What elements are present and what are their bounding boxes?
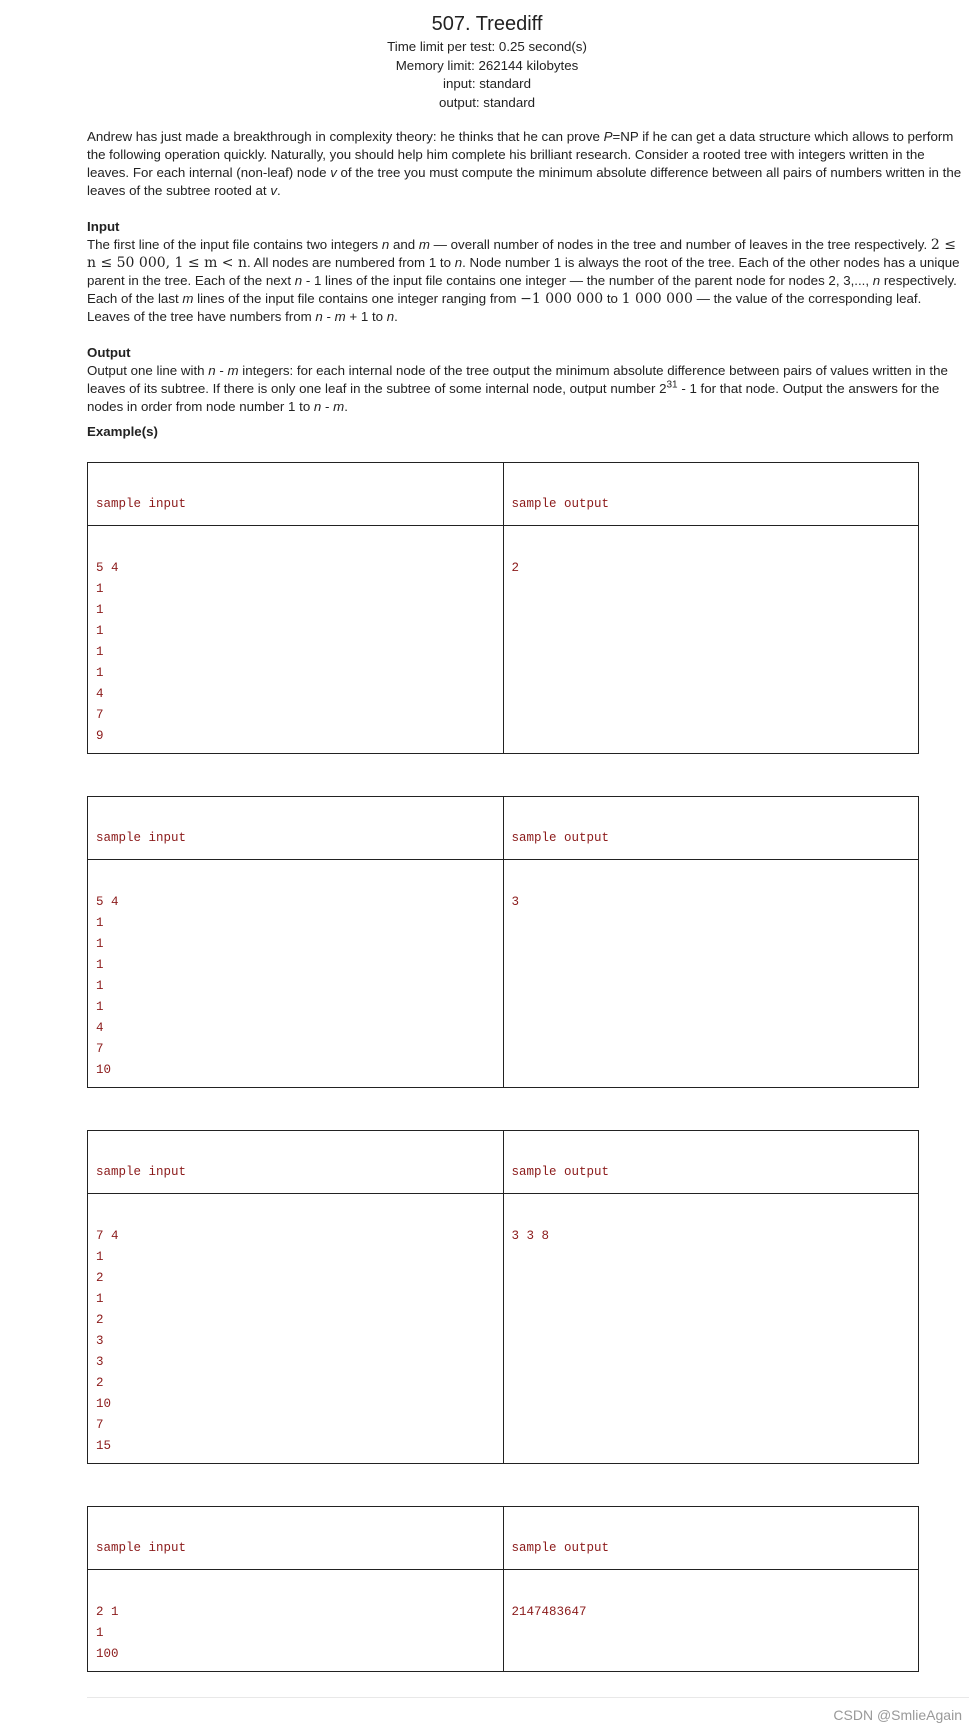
sample-line: 2 <box>96 1376 104 1390</box>
watermark: CSDN @SmlieAgain <box>833 1707 962 1723</box>
sample-output-header: sample output <box>503 1507 919 1570</box>
sample-input-cell <box>88 860 504 1088</box>
sample-input-cell <box>88 1570 504 1672</box>
sample-input-header: sample input <box>88 463 504 526</box>
sample-table <box>87 1506 919 1672</box>
input-title: Input <box>87 219 120 234</box>
sample-line: 10 <box>96 1397 112 1411</box>
sample-table <box>87 462 919 754</box>
sample-output-cell <box>503 1194 919 1464</box>
sample-line: 1 <box>96 645 104 659</box>
sample-line: 1 <box>96 937 104 951</box>
sample-output-header: sample output <box>503 463 919 526</box>
sample-line: 7 <box>96 708 104 722</box>
sample-line: 4 <box>96 1021 104 1035</box>
page-title: 507. Treediff <box>431 13 543 35</box>
statement-paragraph: Andrew has just made a breakthrough in complexity theory: he thinks that he can prove P=NP if he can get a data structure which allows to perform the following operation quickly. Naturally, you should help him complete his brilliant research. Consider a rooted tree with integers written in the leaves. For each internal (non-leaf) node v of the tree you must compute the minimum absolute difference between all pairs of numbers written in the leaves of the subtree rooted at v. <box>87 129 962 198</box>
sample-line: 1 <box>96 666 104 680</box>
problem-statement <box>87 128 962 416</box>
sample-input-header: sample input <box>88 797 504 860</box>
sample-line: 1 <box>96 979 104 993</box>
sample-output-cell <box>503 526 919 754</box>
sample-line: 2 <box>96 1271 104 1285</box>
memory-limit: Memory limit: 262144 kilobytes <box>395 57 579 73</box>
sample-line: 2 <box>511 561 520 575</box>
sample-line: 1 <box>96 916 104 930</box>
limits-block <box>0 38 974 112</box>
sample-line: 1 <box>96 1000 104 1014</box>
constraint-formula: 2 ≤ n ≤ 50 000, 1 ≤ m < n <box>87 237 956 271</box>
sample-input-cell <box>88 1194 504 1464</box>
sample-line: 10 <box>96 1063 112 1077</box>
examples-title: Example(s) <box>87 424 158 439</box>
sample-line: 9 <box>96 729 104 743</box>
sample-input-header: sample input <box>88 1131 504 1194</box>
sample-line: 1 <box>96 603 104 617</box>
sample-line: 1 <box>96 624 104 638</box>
sample-line: 3 <box>96 1355 104 1369</box>
sample-table <box>87 1130 919 1464</box>
sample-output-header: sample output <box>503 797 919 860</box>
sample-line: 1 <box>96 582 104 596</box>
sample-line: 3 <box>511 895 520 909</box>
sample-line: 4 <box>96 687 104 701</box>
output-mode: output: standard <box>438 94 536 110</box>
sample-line: 5 4 <box>96 561 119 575</box>
time-limit: Time limit per test: 0.25 second(s) <box>387 39 587 54</box>
sample-line: 1 <box>96 958 104 972</box>
sample-line: 3 3 8 <box>511 1229 550 1243</box>
sample-line: 2 <box>96 1313 104 1327</box>
sample-input-header: sample input <box>88 1507 504 1570</box>
sample-line: 7 <box>96 1042 104 1056</box>
sample-line: 15 <box>96 1439 112 1453</box>
sample-output-header: sample output <box>503 1131 919 1194</box>
range-max: 1 000 000 <box>621 291 693 307</box>
sample-input-cell <box>88 526 504 754</box>
sample-line: 1 <box>96 1292 104 1306</box>
sample-line: 1 <box>96 1250 104 1264</box>
sample-output-cell <box>503 1570 919 1672</box>
sample-line: 100 <box>96 1647 119 1661</box>
sample-line: 2147483647 <box>511 1605 587 1619</box>
input-paragraph: The first line of the input file contains two integers n and m — overall number of nodes in the tree and number of leaves in the tree respectively. 2 ≤ n ≤ 50 000, 1 ≤ m < n. All nodes are numbered from 1 to n. Node number 1 is always the root of the tree. Each of the other nodes has a unique parent in the tree. Each of the next n - 1 lines of the input file contains one integer — the number of the parent node for nodes 2, 3,..., n respectively. Each of the last m lines of the input file contains one integer ranging from −1 000 000 to 1 000 000 — the value of the corresponding leaf. Leaves of the tree have numbers from n - m + 1 to n. <box>87 237 960 324</box>
footer-divider <box>87 1697 969 1698</box>
output-title: Output <box>87 345 131 360</box>
range-min: −1 000 000 <box>520 291 604 307</box>
sample-line: 5 4 <box>96 895 119 909</box>
sample-output-cell <box>503 860 919 1088</box>
input-mode: input: standard <box>443 76 531 91</box>
sample-table <box>87 796 919 1088</box>
problem-header <box>0 0 974 112</box>
sample-line: 7 <box>96 1418 104 1432</box>
output-paragraph: Output one line with n - m integers: for each internal node of the tree output the minimum absolute difference between pairs of values written in the leaves of its subtree. If there is only one leaf in the subtree of some internal node, output number $2^{31} - 1$ for that node. Output the answers for the nodes in order from node number 1 to n - m. <box>87 363 948 414</box>
sample-line: 2 1 <box>96 1605 119 1619</box>
sample-line: 7 4 <box>96 1229 119 1243</box>
sample-line: 1 <box>96 1626 104 1640</box>
sample-line: 3 <box>96 1334 104 1348</box>
